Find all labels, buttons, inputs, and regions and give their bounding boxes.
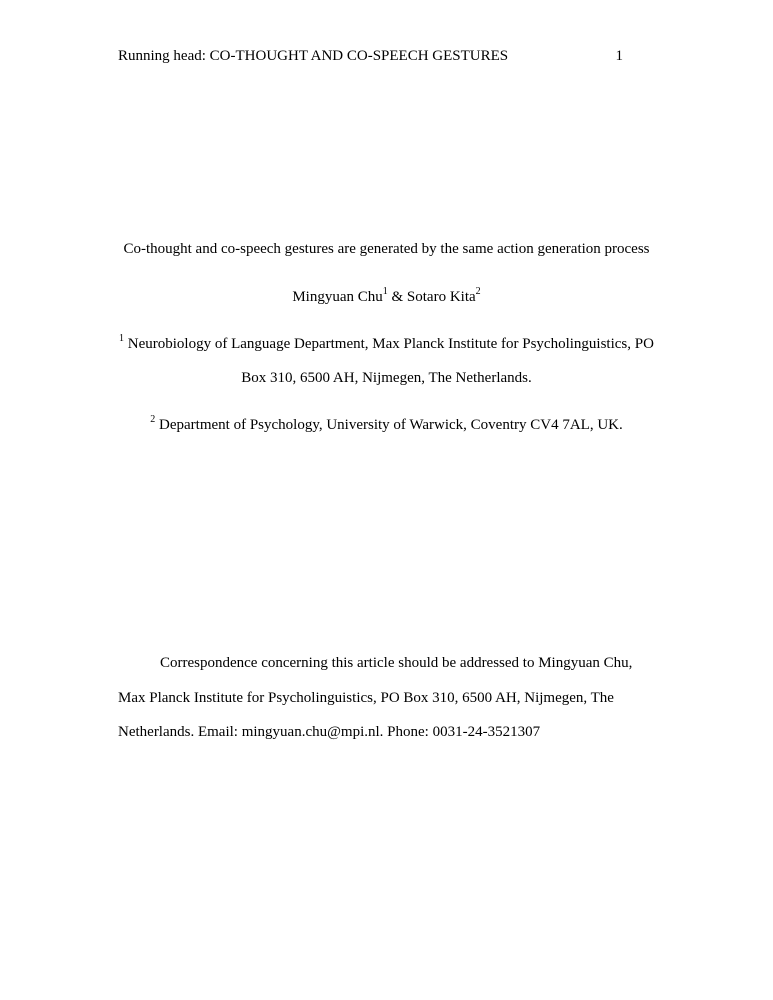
- affiliation-1: [0, 335, 773, 353]
- affiliation-1-continued: Box 310, 6500 AH, Nijmegen, The Netherlands.: [241, 370, 532, 386]
- author-separator: &: [387, 289, 407, 305]
- affiliation-marker: 1: [382, 286, 388, 297]
- affiliation-text: Neurobiology of Language Department, Max Planck Institute for Psycholinguistics, PO: [124, 336, 654, 352]
- affiliation-marker: 1: [119, 333, 125, 344]
- correspondence-line: Netherlands. Email: mingyuan.chu@mpi.nl. Phone: 0031-24-3521307: [118, 724, 541, 740]
- paper-title: Co-thought and co-speech gestures are generated by the same action generation process: [123, 241, 650, 257]
- running-head: Running head: CO-THOUGHT AND CO-SPEECH GESTURES: [118, 48, 509, 64]
- correspondence-line: Correspondence concerning this article should be addressed to Mingyuan Chu,: [160, 655, 633, 671]
- page-number: 1: [615, 48, 623, 64]
- affiliation-marker: 2: [150, 414, 156, 425]
- affiliation-2: [0, 416, 773, 434]
- author-name: Sotaro Kita: [406, 289, 476, 305]
- author-list: [0, 288, 773, 306]
- correspondence-line: Max Planck Institute for Psycholinguistics, PO Box 310, 6500 AH, Nijmegen, The: [118, 690, 614, 706]
- affiliation-marker: 2: [475, 286, 481, 297]
- author-name: Mingyuan Chu: [292, 289, 383, 305]
- affiliation-text: Department of Psychology, University of Warwick, Coventry CV4 7AL, UK.: [155, 417, 623, 433]
- page-header: [118, 47, 623, 65]
